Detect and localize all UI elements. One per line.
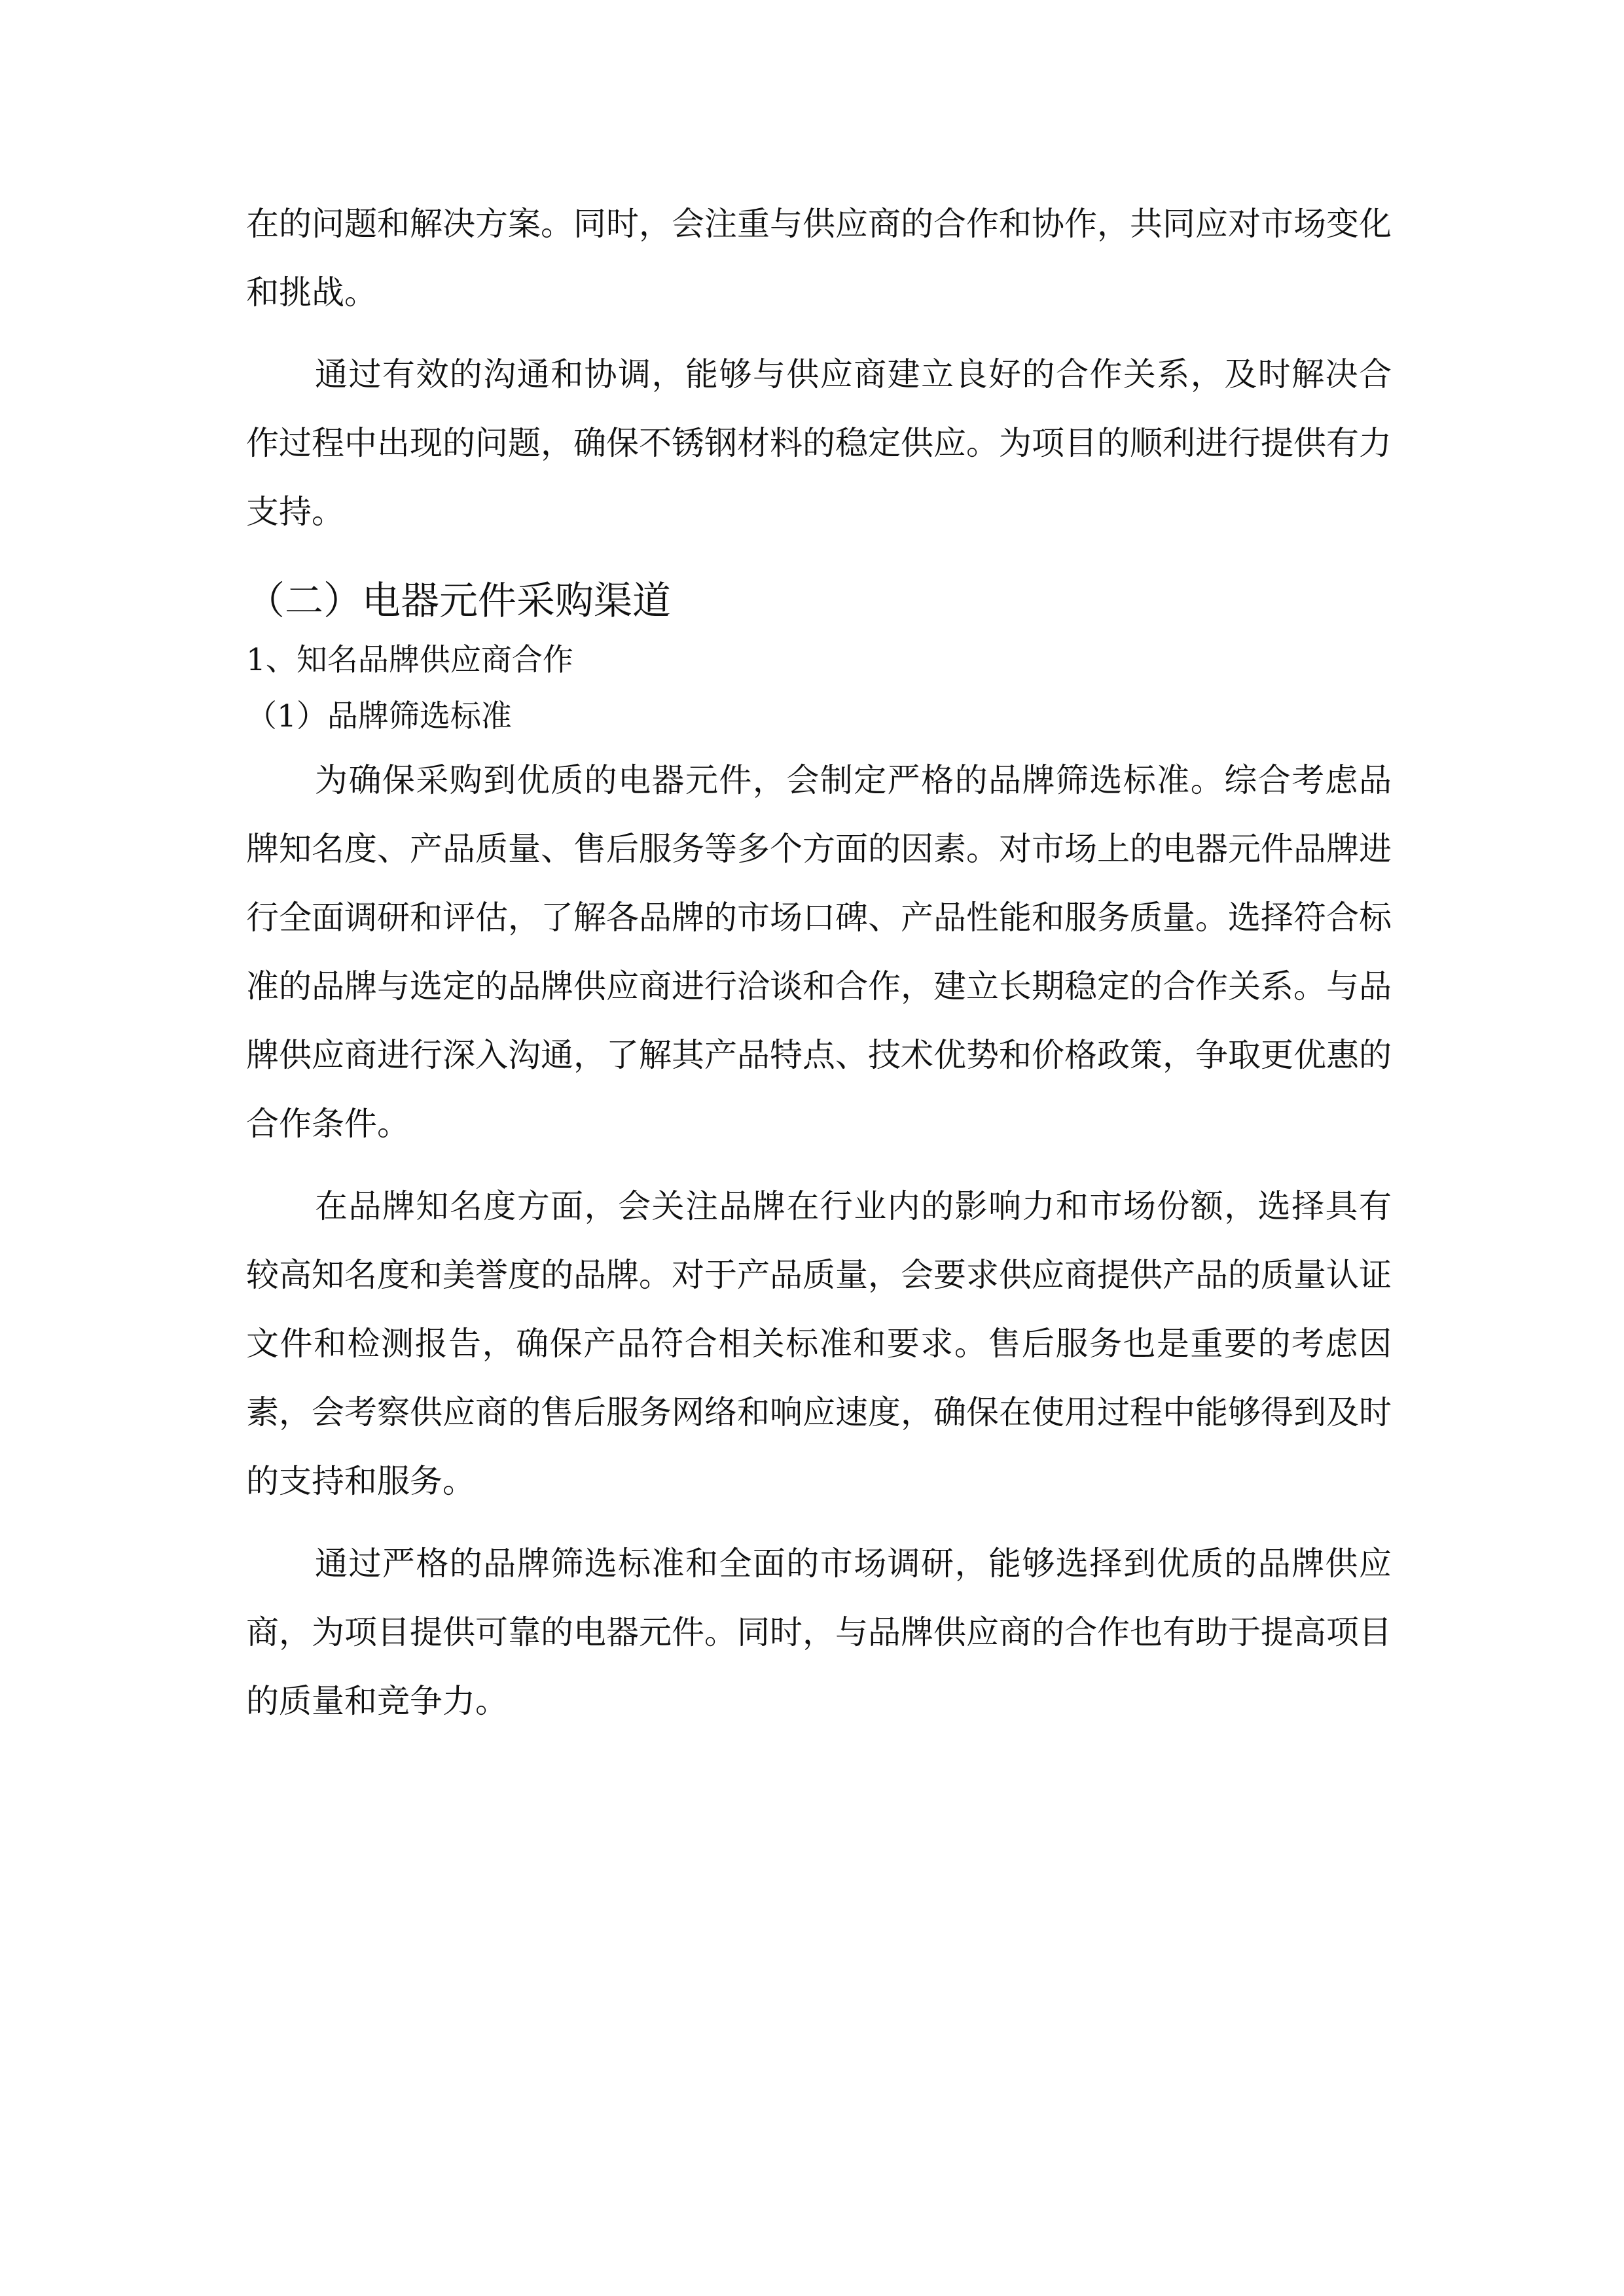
paragraph-continuation: 在的问题和解决方案。同时，会注重与供应商的合作和协作，共同应对市场变化和挑战。 <box>246 205 1392 312</box>
paragraph-brand-criteria: 为确保采购到优质的电器元件，会制定严格的品牌筛选标准。综合考虑品牌知名度、产品质量、售后服务等多个方面的因素。对市场上的电器元件品牌进行全面调研和评估，了解各品牌的市场口碑、产品性能和服务质量。选择符合标准的品牌与选定的品牌供应商进行洽谈和合作，建立长期稳定的合作关系。与品牌供应商进行深入沟通，了解其产品特点、技术优势和价格政策，争取更优惠的合作条件。 <box>246 761 1392 1143</box>
subsection-heading: 1、知名品牌供应商合作 <box>246 642 573 678</box>
paragraph-brand-conclusion: 通过严格的品牌筛选标准和全面的市场调研，能够选择到优质的品牌供应商，为项目提供可靠的电器元件。同时，与品牌供应商的合作也有助于提高项目的质量和竞争力。 <box>246 1545 1392 1720</box>
section-heading: （二）电器元件采购渠道 <box>246 578 672 623</box>
paragraph-communication: 通过有效的沟通和协调，能够与供应商建立良好的合作关系，及时解决合作过程中出现的问题，确保不锈钢材料的稳定供应。为项目的顺利进行提供有力支持。 <box>246 355 1392 531</box>
paragraph-brand-aspects: 在品牌知名度方面，会关注品牌在行业内的影响力和市场份额，选择具有较高知名度和美誉度的品牌。对于产品质量，会要求供应商提供产品的质量认证文件和检测报告，确保产品符合相关标准和要求。售后服务也是重要的考虑因素，会考察供应商的售后服务网络和响应速度，确保在使用过程中能够得到及时的支持和服务。 <box>246 1187 1392 1500</box>
document-page <box>246 190 1392 1736</box>
subsubsection-heading: （1）品牌筛选标准 <box>246 698 512 734</box>
